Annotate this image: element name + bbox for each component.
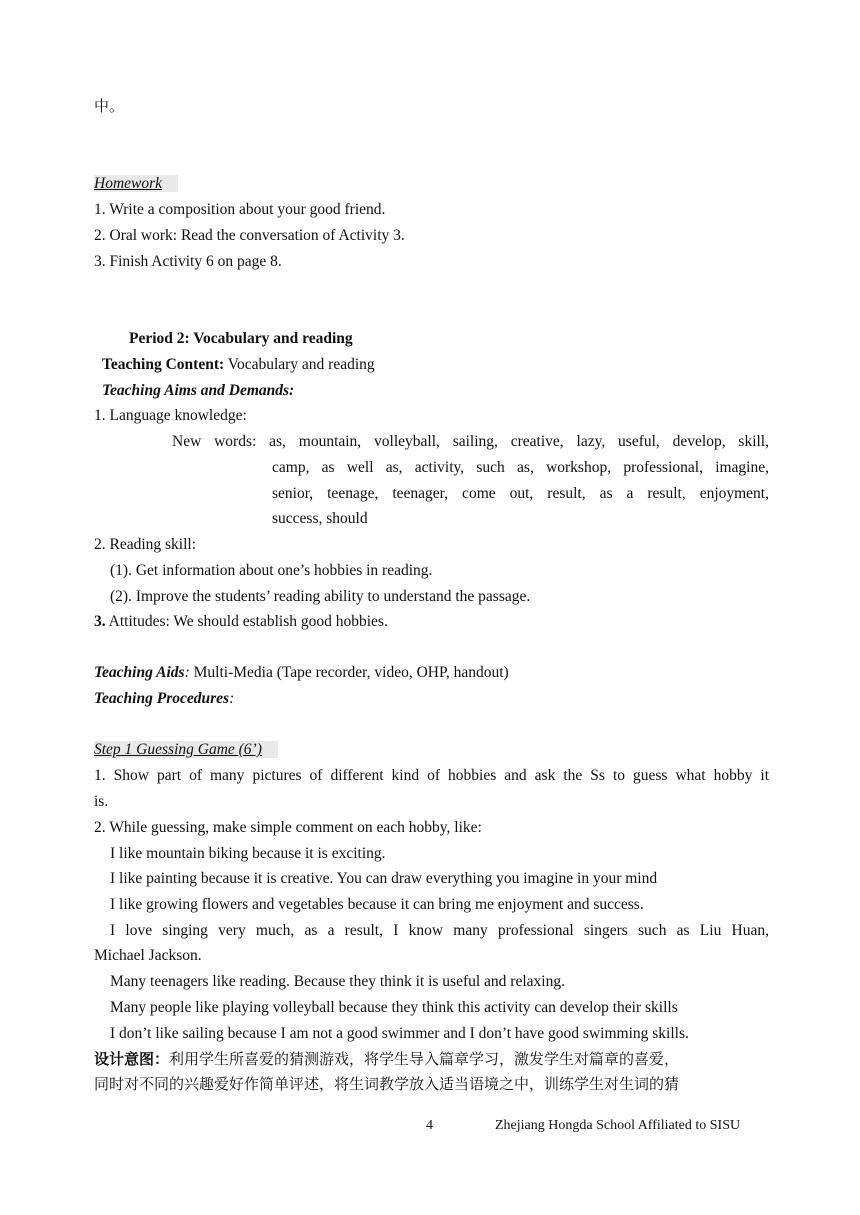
- teaching-aids: Teaching Aids: Multi-Media (Tape recorder, video, OHP, handout): [94, 664, 509, 681]
- page-number: 4: [426, 1118, 433, 1133]
- teaching-content: Teaching Content: Vocabulary and reading: [102, 356, 375, 373]
- example-3: I like growing flowers and vegetables because it can bring me enjoyment and success.: [110, 896, 644, 913]
- homework-heading: Homework: [94, 174, 178, 194]
- example-2: I like painting because it is creative. You can draw everything you imagine in your mind: [110, 870, 658, 887]
- reading-skill: 2. Reading skill:: [94, 536, 197, 553]
- new-words-line-1: New words: as, mountain, volleyball, sailing, creative, lazy, useful, develop, skill,: [172, 433, 769, 450]
- language-knowledge: 1. Language knowledge:: [94, 407, 247, 424]
- homework-item-3: 3. Finish Activity 6 on page 8.: [94, 253, 282, 270]
- homework-item-1: 1. Write a composition about your good friend.: [94, 201, 386, 218]
- reading-skill-1: (1). Get information about one’s hobbies in reading.: [110, 562, 433, 579]
- example-1: I like mountain biking because it is exciting.: [110, 845, 386, 862]
- step1-item-2: 2. While guessing, make simple comment on each hobby, like:: [94, 819, 482, 836]
- design-intent-line-1: 设计意图：利用学生所喜爱的猜测游戏，将学生导入篇章学习，激发学生对篇章的喜爱，: [94, 1050, 680, 1068]
- design-intent-line-2: 同时对不同的兴趣爱好作简单评述，将生词教学放入适当语境之中，训练学生对生词的猜: [94, 1075, 680, 1093]
- attitudes: 3. Attitudes: We should establish good hobbies.: [94, 613, 388, 630]
- teaching-aims-heading: Teaching Aims and Demands:: [102, 382, 295, 399]
- homework-item-2: 2. Oral work: Read the conversation of Activity 3.: [94, 227, 405, 244]
- step1-heading: Step 1 Guessing Game (6’): [94, 740, 278, 760]
- new-words-line-2: camp, as well as, activity, such as, workshop, professional, imagine,: [272, 459, 769, 476]
- footer-school: Zhejiang Hongda School Affiliated to SISU: [495, 1118, 741, 1133]
- period-title: Period 2: Vocabulary and reading: [129, 330, 353, 347]
- new-words-line-3: senior, teenage, teenager, come out, result, as a result, enjoyment,: [272, 485, 769, 502]
- example-6: Many people like playing volleyball because they think this activity can develop their skills: [110, 999, 678, 1016]
- example-4-line-1: I love singing very much, as a result, I know many professional singers such as Liu Huan,: [110, 922, 769, 939]
- example-4-line-2: Michael Jackson.: [94, 947, 202, 964]
- example-5: Many teenagers like reading. Because they think it is useful and relaxing.: [110, 973, 565, 990]
- step1-item-1-line-1: 1. Show part of many pictures of different kind of hobbies and ask the Ss to guess what hobby it: [94, 767, 769, 784]
- example-7: I don’t like sailing because I am not a good swimmer and I don’t have good swimming skills.: [110, 1025, 689, 1042]
- top-fragment: 中。: [94, 97, 125, 115]
- new-words-line-4: success, should: [272, 510, 368, 527]
- teaching-procedures: Teaching Procedures:: [94, 690, 235, 707]
- reading-skill-2: (2). Improve the students’ reading ability to understand the passage.: [110, 588, 531, 605]
- step1-item-1-line-2: is.: [94, 793, 109, 810]
